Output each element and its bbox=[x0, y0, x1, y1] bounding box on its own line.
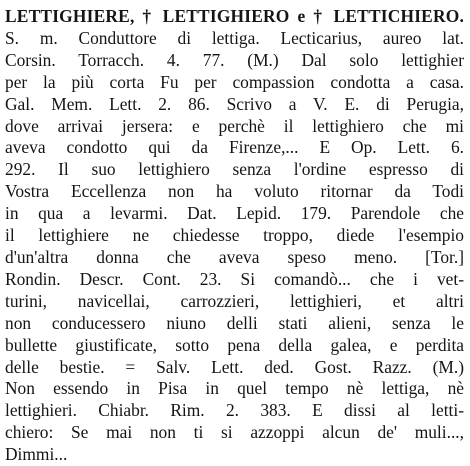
entry-line: chiero: Se mai non ti si azzoppi alcun de' muli..., bbox=[5, 422, 464, 443]
entry-line: turini, navicellai, carrozzieri, lettighieri, et altri bbox=[5, 290, 464, 311]
entry-line: Dimmi... bbox=[5, 444, 68, 465]
entry-line: 292. Il suo lettighiero senza l'ordine espresso di bbox=[5, 159, 464, 180]
entry-line: per la più corta Fu per compassion condotta a casa. bbox=[5, 71, 464, 92]
entry-line: dove arrivai jersera: e perchè il lettighiero che mi bbox=[5, 115, 464, 136]
entry-line: Vostra Eccellenza non ha voluto ritornar da Todi bbox=[5, 181, 464, 202]
entry-line: non conducessero niuno delli stati alieni, senza le bbox=[5, 312, 464, 333]
entry-line: Rondin. Descr. Cont. 23. Si comandò... che i vet- bbox=[5, 268, 464, 289]
entry-line: aveva condotto qui da Firenze,... E Op. Lett. 6. bbox=[5, 137, 464, 158]
entry-line: Non essendo in Pisa in quel tempo nè lettiga, nè bbox=[5, 378, 464, 399]
entry-headword: LETTIGHIERE, † LETTIGHIERO e † LETTICHIERO. bbox=[5, 6, 464, 26]
entry-line: d'un'altra donna che aveva speso meno. [Tor.] bbox=[5, 246, 464, 267]
entry-line: S. m. Conduttore di lettiga. Lecticarius, aureo lat. bbox=[5, 27, 464, 48]
entry-line: il lettighiere ne chiedesse troppo, diede l'esempio bbox=[5, 225, 464, 246]
entry-line: lettighieri. Chiabr. Rim. 2. 383. E dissi al letti- bbox=[5, 400, 464, 421]
entry-line: Gal. Mem. Lett. 2. 86. Scrivo a V. E. di Perugia, bbox=[5, 93, 464, 114]
entry-line: Corsin. Torracch. 4. 77. (M.) Dal solo lettighier bbox=[5, 49, 464, 70]
entry-line: delle bestie. = Salv. Lett. ded. Gost. Razz. (M.) bbox=[5, 356, 464, 377]
entry-line: bullette giustificate, sotto pena della galea, e perdita bbox=[5, 334, 464, 355]
entry-line: in qua a levarmi. Dat. Lepid. 179. Parendole che bbox=[5, 203, 464, 224]
